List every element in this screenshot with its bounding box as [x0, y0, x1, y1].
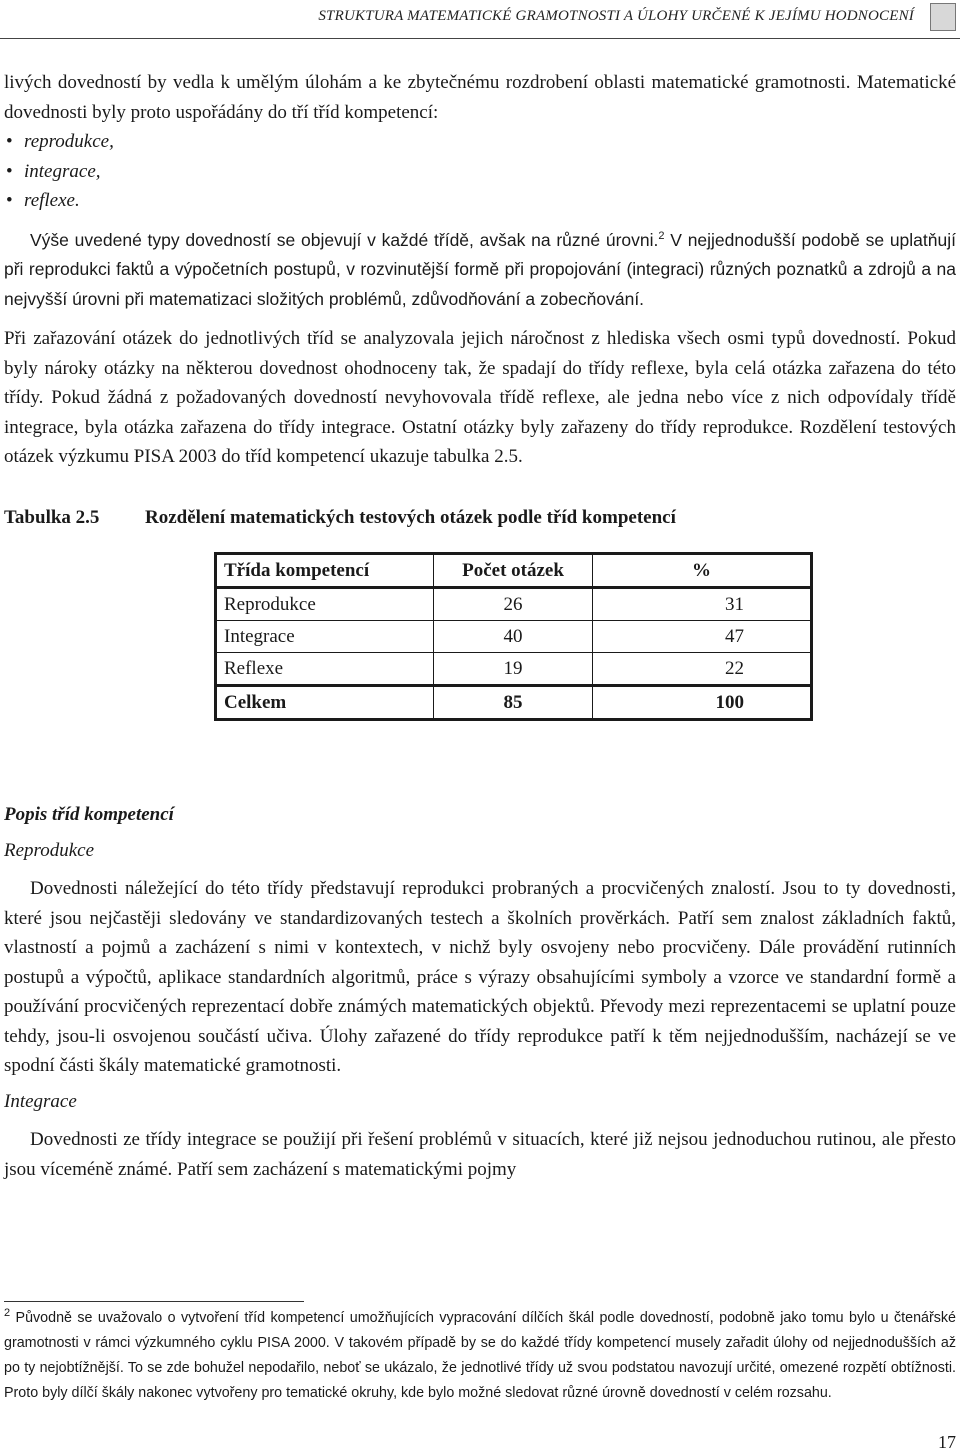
list-item: • integrace,: [4, 157, 956, 187]
table-cell: Reflexe: [216, 653, 434, 686]
table-row: [216, 621, 812, 653]
running-title: STRUKTURA MATEMATICKÉ GRAMOTNOSTI A ÚLOHY URČENÉ K JEJÍMU HODNOCENÍ: [318, 8, 914, 24]
list-item: • reprodukce,: [4, 127, 956, 157]
footnote-reference[interactable]: 2: [658, 229, 665, 242]
table-cell: 31: [593, 588, 812, 621]
table-cell: 19: [434, 653, 593, 686]
table-cell: 100: [593, 686, 812, 720]
list-item: • reflexe.: [4, 186, 956, 216]
table-caption: [4, 503, 956, 533]
classification-paragraph: Při zařazování otázek do jednotlivých tříd se analyzovala jejich náročnost z hlediska všech osmi typů dovedností. Pokud byly nároky otázky na některou dovednost ohodnoceny tak, že spadají do třídy reflexe, byla celá otázka zařazena do této třídy. Pokud žádná z požadovaných dovedností nevyhovovala třídě reflexe, ale jedna nebo více z nich odpovídaly třídě integrace, byla otázka zařazena do třídy integrace. Ostatní otázky byly zařazeny do třídy reprodukce. Rozdělení testových otázek výzkumu PISA 2003 do tříd kompetencí ukazuje tabulka 2.5.: [4, 328, 956, 467]
column-header: Třída kompetencí: [216, 554, 434, 588]
column-header: Počet otázek: [434, 554, 593, 588]
subsection-heading-reprodukce: Reprodukce: [4, 839, 95, 861]
skills-text-start: Výše uvedené typy dovedností se objevují v každé třídě, avšak na různé úrovni.: [30, 229, 659, 250]
column-header: %: [593, 554, 812, 588]
table-cell: 47: [593, 621, 812, 653]
page-body: [4, 68, 956, 1184]
footnote-text: Původně se uvažovalo o vytvoření tříd kompetencí umožňujících vypracování dílčích škál podle dovedností, podobně jako tomu bylo u čtenářské gramotnosti v rámci výzkumného cyklu PISA 2000. V takovém případě by se do každé třídy kompetencí musely zařadit úlohy od nejjednodušších až po ty nejobtížnější. To se zde bohužel nepodařilo, neboť se ukázalo, že jednotlivé třídy už svou podstatou navozují určité, omezené rozpětí obtížnosti. Proto byly dílčí škály nakonec vytvořeny pro tematické okruhy, kde bylo možné sledovat různé úrovně dovedností v celém rozsahu.: [4, 1310, 956, 1401]
table-cell: Reprodukce: [216, 588, 434, 621]
table-cell: 85: [434, 686, 593, 720]
running-header: [0, 0, 960, 38]
table-cell: Celkem: [216, 686, 434, 720]
integrace-paragraph: Dovednosti ze třídy integrace se použijí při řešení problémů v situacích, které již nejsou jednoduchou rutinou, ale přesto jsou víceméně známé. Patří sem zacházení s matematickými pojmy: [4, 1129, 956, 1180]
footnote: [4, 1306, 956, 1406]
table-total-row: [216, 686, 812, 720]
competence-class-list: [4, 127, 956, 216]
section-heading: Popis tříd kompetencí: [4, 804, 174, 825]
header-marker-box: [930, 3, 956, 31]
header-rule: [0, 38, 960, 39]
table-title: Rozdělení matematických testových otázek podle tříd kompetencí: [145, 506, 676, 528]
table-cell: 22: [593, 653, 812, 686]
table-cell: 26: [434, 588, 593, 621]
footnote-number: 2: [4, 1307, 11, 1320]
table-header-row: [216, 554, 812, 588]
table-cell: 40: [434, 621, 593, 653]
table-label: Tabulka 2.5: [4, 506, 100, 528]
table-cell: Integrace: [216, 621, 434, 653]
reprodukce-paragraph: Dovednosti náležející do této třídy představují reprodukci probraných a procvičených znalostí. Jsou to ty dovednosti, které jsou nejčastěji sledovány ve standardizovaných testech a školních prověrkách. Patří sem znalost základních faktů, vlastností a pojmů a zacházení s nimi v kontextech, v nichž byly osvojeny nebo procvičeny. Dále provádění rutinních postupů a výpočtů, aplikace standardních algoritmů, práce s výrazy obsahujícími symboly a vzorce ve standardní formě a používání procvičených reprezentací dobře známých matematických objektů. Převody mezi reprezentacemi se uplatní pouze tehdy, jsou-li osvojenou součástí učiva. Úlohy zařazené do třídy reprodukce patří k těm nejjednodušším, nacházejí se ve spodní části škály matematické gramotnosti.: [4, 878, 956, 1076]
page-number: 17: [938, 1432, 956, 1452]
skills-paragraph: [4, 226, 956, 315]
footnote-rule: [4, 1301, 304, 1302]
subsection-heading-integrace: Integrace: [4, 1090, 77, 1112]
table-row: [216, 588, 812, 621]
competence-table: [214, 552, 813, 721]
intro-paragraph: livých dovedností by vedla k umělým úlohám a ke zbytečnému rozdrobení oblasti matematické gramotnosti. Matematické dovednosti byly proto uspořádány do tří tříd kompetencí:: [4, 72, 956, 123]
skills-text-end: V nejjednodušší podobě se uplatňují při reprodukci faktů a výpočetních postupů, v rozvinutější formě při propojování (integraci) různých poznatků a zdrojů a na nejvyšší úrovni při matematizaci složitých problémů, zdůvodňování a zobecňování.: [4, 229, 956, 309]
table-row: [216, 653, 812, 686]
